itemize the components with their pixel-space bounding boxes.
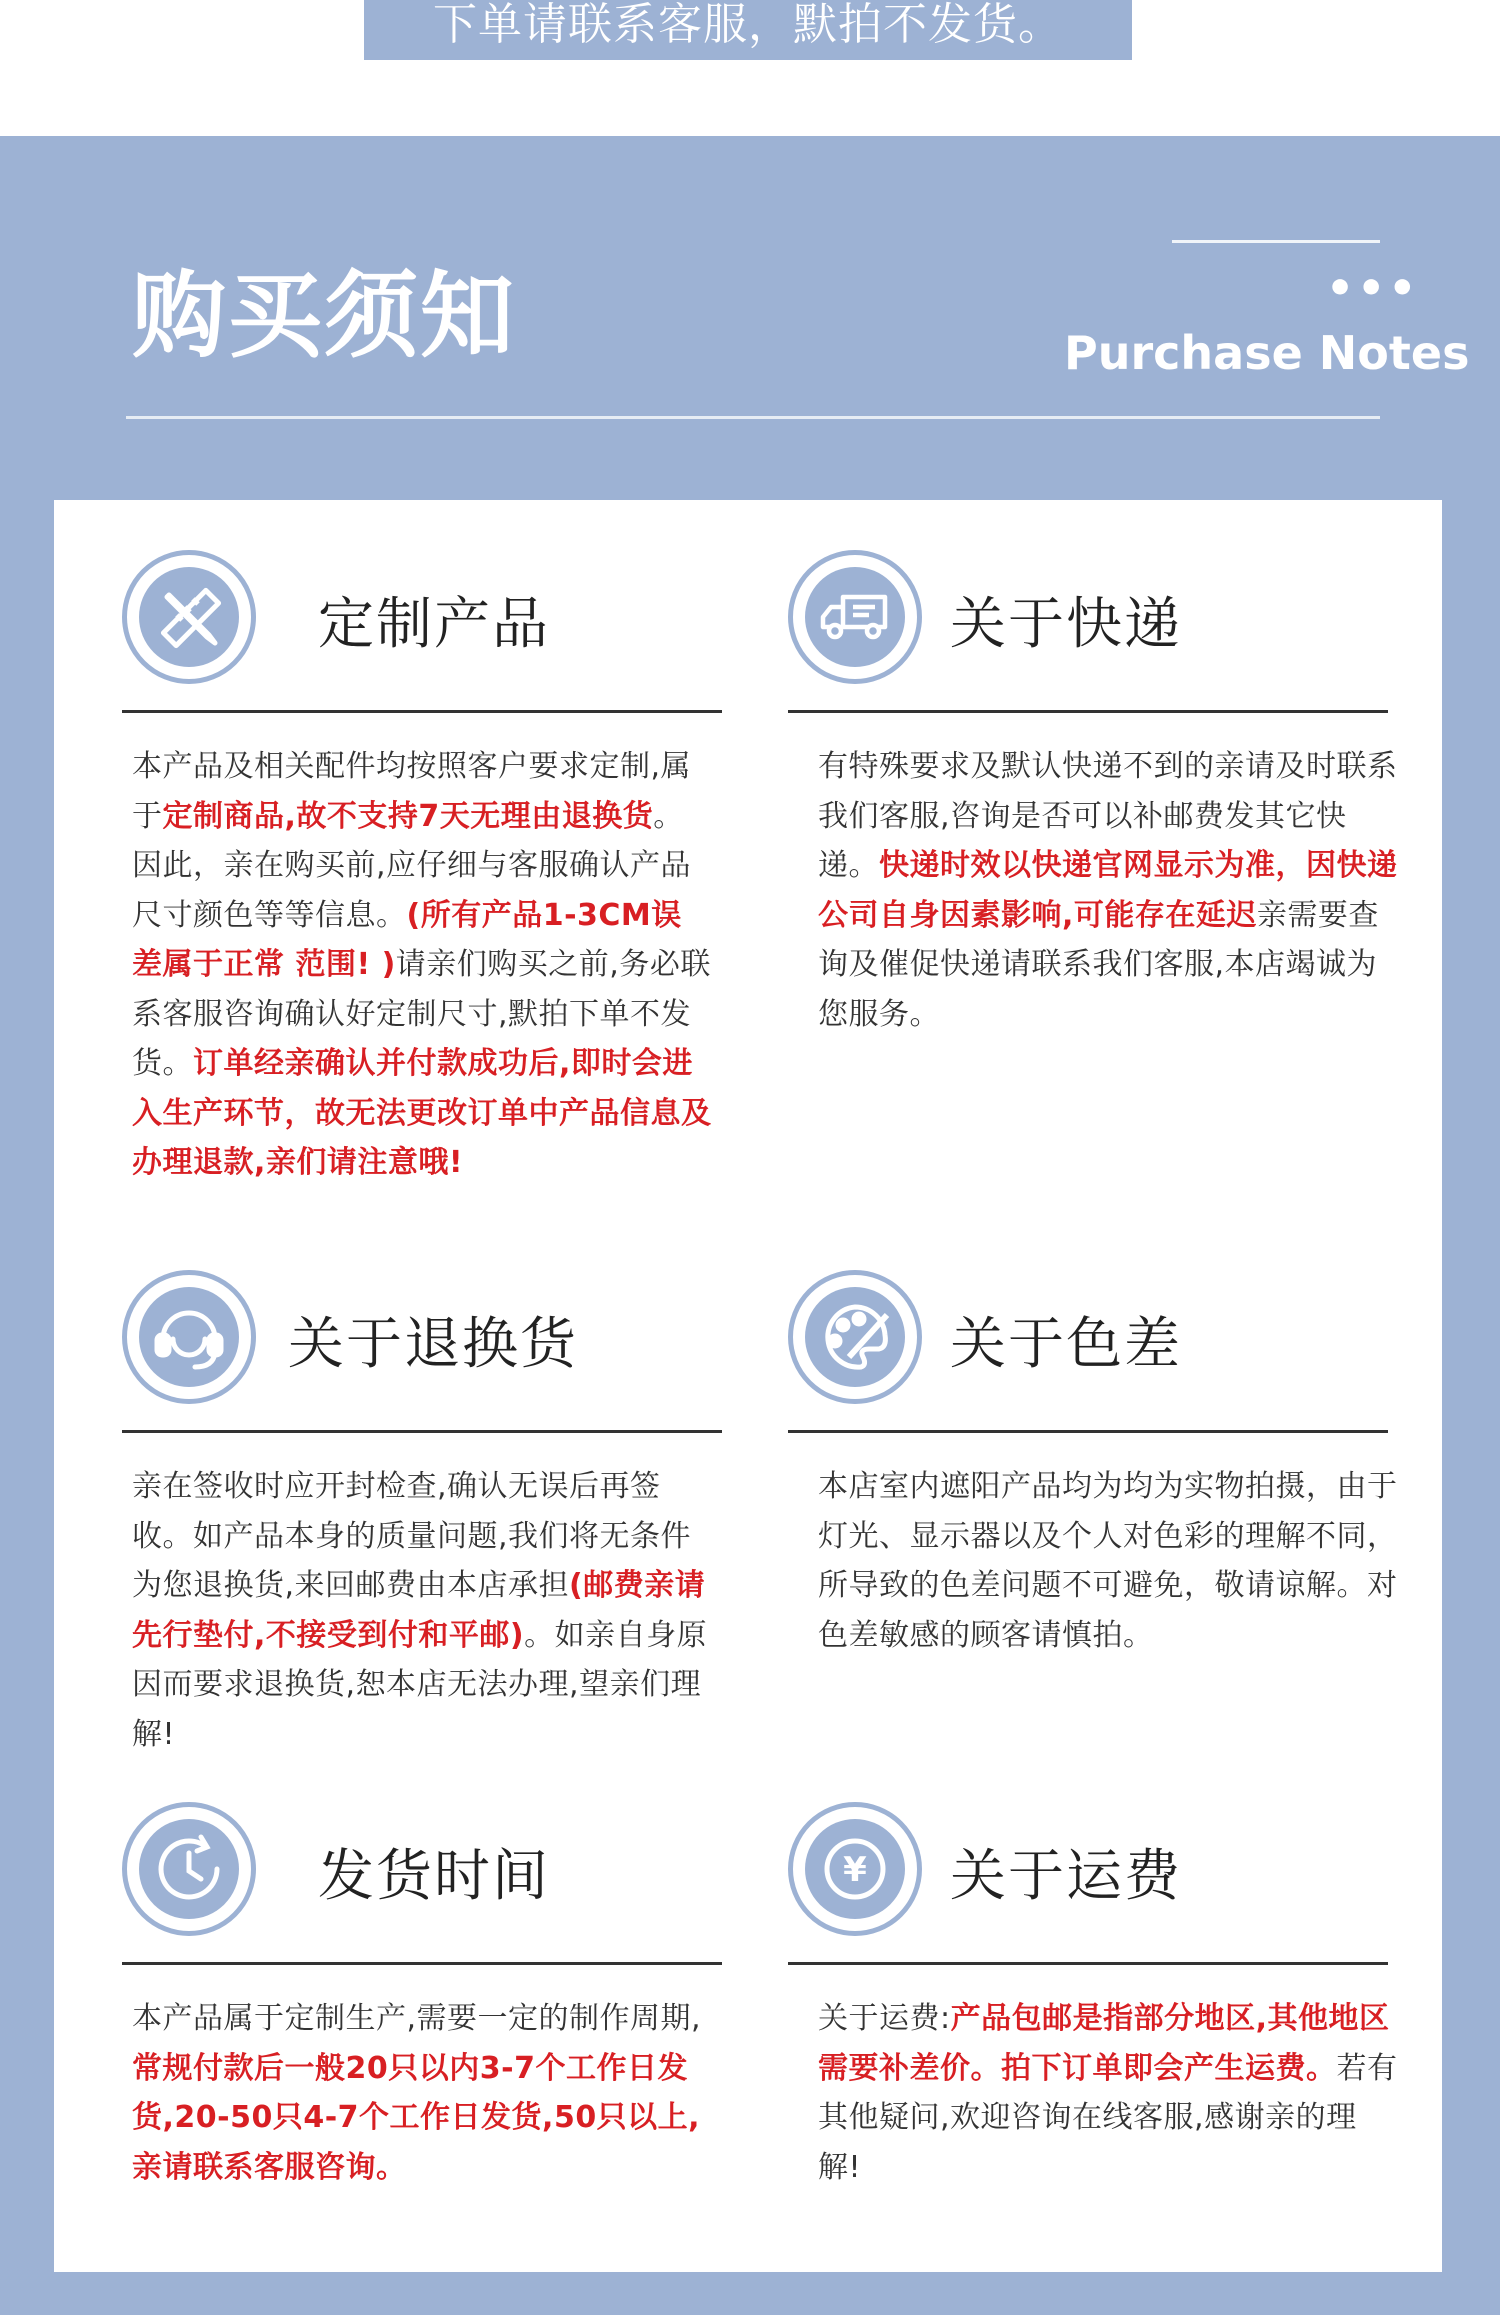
dots-decoration: •••: [1326, 263, 1420, 314]
body-text: 亲需要查询及催促快递请联系我们客服,本店竭诚为您服务。: [818, 897, 1379, 1032]
body-text: 亲在签收时应开封检查,确认无误后再签收。如产品本身的质量问题,我们将无条件为您退换货,来回邮费由本店承担: [132, 1469, 692, 1603]
section-body: [818, 1994, 1398, 2192]
body-text: 若有其他疑问,欢迎咨询在线客服,感谢亲的理解!: [818, 2050, 1398, 2185]
clock-refresh-icon: [122, 1802, 256, 1936]
customer-service-headset-icon: [122, 1270, 256, 1404]
body-highlight: 订单经亲确认并付款成功后,即时会进入生产环节，故无法更改订单中产品信息及办理退款,亲们请注意哦!: [132, 1046, 712, 1180]
body-text: 。如亲自身原因而要求退换货,恕本店无法办理,望亲们理解!: [132, 1617, 708, 1752]
body-highlight: (所有产品1-3CM误差属于正常 范围! ): [132, 897, 682, 982]
body-highlight: 快递时效以快递官网显示为准，因快递公司自身因素影响,可能存在延迟: [818, 848, 1398, 933]
ruler-pencil-icon: [122, 550, 256, 684]
delivery-truck-icon: [788, 550, 922, 684]
section-body: [132, 742, 712, 1188]
section-title: 关于运费: [950, 1844, 1182, 1909]
body-text: 本产品属于定制生产,需要一定的制作周期,: [132, 2001, 702, 2036]
header-divider-bottom: [126, 416, 1380, 419]
page-title: 购买须知: [132, 262, 517, 371]
body-text: 请亲们购买之前,务必联系客服咨询确认好定制尺寸,默拍下单不发货。: [132, 947, 711, 1081]
body-highlight: 产品包邮是指部分地区,其他地区需要补差价。拍下订单即会产生运费。: [818, 2001, 1390, 2086]
palette-brush-icon: [788, 1270, 922, 1404]
section-divider: [788, 710, 1388, 713]
banner-text: 下单请联系客服，默拍不发货。: [433, 0, 1063, 50]
top-banner: [364, 0, 1132, 60]
section-title: 关于快递: [950, 592, 1182, 657]
header-divider-top: [1172, 240, 1380, 243]
section-title: 发货时间: [318, 1844, 550, 1909]
body-text: 本店室内遮阳产品均为均为实物拍摄，由于灯光、显示器以及个人对色彩的理解不同，所导致的色差问题不可避免，敬请谅解。对色差敏感的顾客请慎拍。: [818, 1469, 1398, 1653]
section-title: 关于色差: [950, 1312, 1182, 1377]
page-subtitle-en: Purchase Notes: [1064, 326, 1470, 380]
section-body: [818, 742, 1398, 1039]
yen-coin-icon: [788, 1802, 922, 1936]
body-highlight: 定制商品,故不支持7天无理由退换货: [162, 798, 654, 834]
body-highlight: 常规付款后一般20只以内3-7个工作日发货,20-50只4-7个工作日发货,50只以上,亲请联系客服咨询。: [132, 2050, 701, 2185]
section-divider: [122, 710, 722, 713]
body-text: 本产品及相关配件均按照客户要求定制,属于: [132, 749, 692, 834]
section-title: 关于退换货: [288, 1312, 578, 1377]
svg-text:¥: ¥: [843, 1850, 867, 1890]
section-title: 定制产品: [318, 592, 550, 657]
body-text: 有特殊要求及默认快递不到的亲请及时联系我们客服,咨询是否可以补邮费发其它快递。: [818, 749, 1398, 883]
section-divider: [788, 1962, 1388, 1965]
body-text: 。因此，亲在购买前,应仔细与客服确认产品尺寸颜色等等信息。: [132, 798, 692, 933]
section-divider: [122, 1962, 722, 1965]
section-body: [132, 1462, 712, 1759]
notes-card: [54, 500, 1442, 2272]
section-divider: [788, 1430, 1388, 1433]
section-body: [132, 1994, 712, 2192]
section-divider: [122, 1430, 722, 1433]
section-body: [818, 1462, 1398, 1660]
body-text: 关于运费:: [818, 2001, 951, 2036]
body-highlight: (邮费亲请先行垫付,不接受到付和平邮): [132, 1568, 706, 1653]
